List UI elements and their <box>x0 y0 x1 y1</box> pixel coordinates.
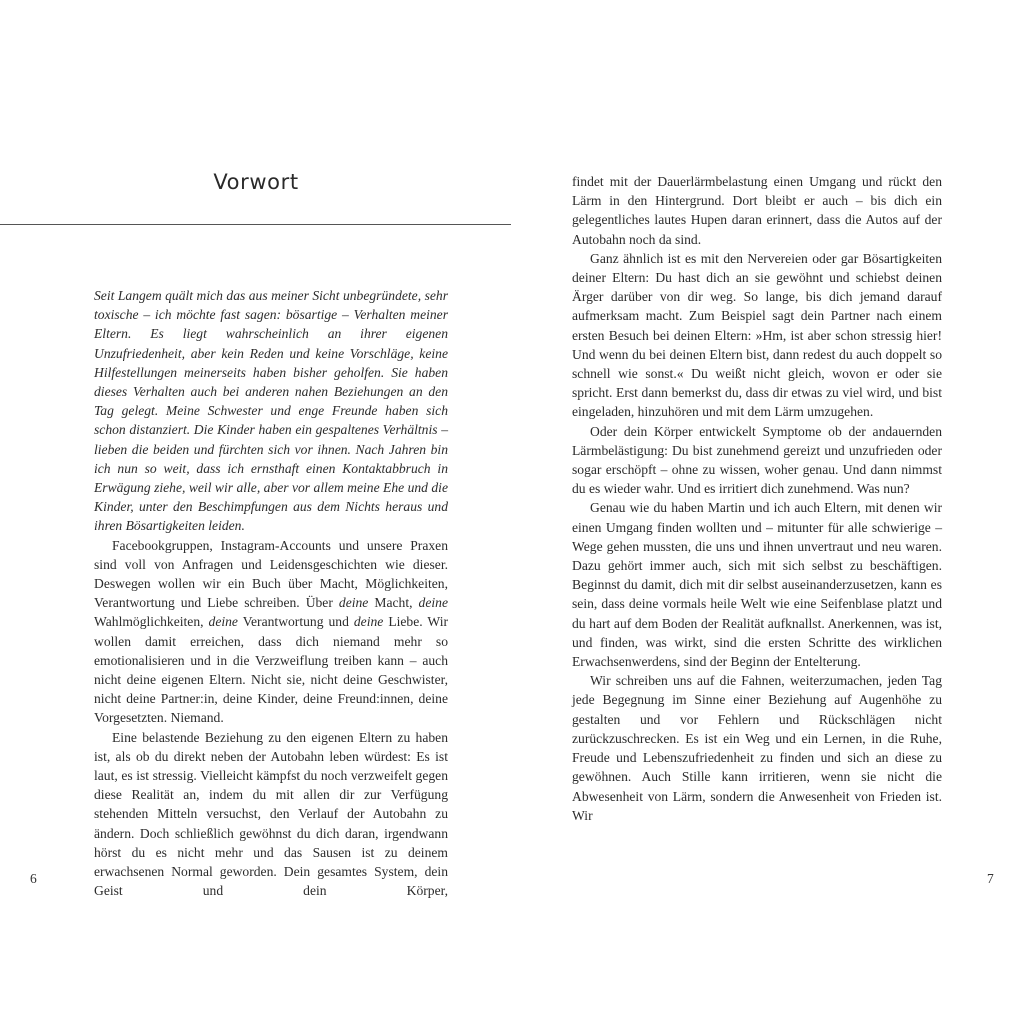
paragraph-2-part-c: Wahlmöglichkeiten, <box>94 614 209 630</box>
intro-quote: Seit Langem quält mich das aus meiner Sicht unbegründete, sehr toxische – ich möchte fast sagen: bösartige – Verhalten meiner Eltern. Es liegt wahrscheinlich an ihrer eigenen Unzufriedenheit, aber kein Reden und keine Vorschläge, keine Hilfestellungen meinerseits haben bisher geholfen. Sie haben dieses Verhalten auch bei anderen nahen Beziehungen an den Tag gelegt. Meine Schwester und enge Freunde haben sich schon distanziert. Die Kinder haben ein gespaltenes Verhältnis – lieben die beiden und fürchten sich vor ihnen. Nach Jahren bin ich nun so weit, dass ich ernsthaft einen Kontaktabbruch in Erwägung ziehe, weil wir alle, aber vor allem meine Ehe und die Kinder, unter den Beschimpfungen aus dem Nichts heraus und ihren Bösartigkeiten leiden. <box>94 288 448 534</box>
paragraph-2-part-b: Macht, <box>368 595 419 611</box>
page-number-left: 6 <box>30 871 37 886</box>
paragraph-2 <box>94 536 448 728</box>
paragraph-2-part-d: Verantwortung und <box>237 614 354 630</box>
right-page-text <box>572 172 942 825</box>
paragraph-3: Eine belastende Beziehung zu den eigenen Eltern zu haben ist, als ob du direkt neben der Autobahn leben würdest: Es ist laut, es ist stressig. Vielleicht kämpfst du noch verzweifelt gegen diese Realität an, indem du mit allen dir zur Verfügung stehenden Mitteln versuchst, den Verlauf der Autobahn zu ändern. Doch schließlich gewöhnst du dich daran, irgendwann hörst du es nicht mehr und das Sausen ist zu deinem erwachsenen Normal geworden. Dein gesamtes System, dein Geist und dein Körper, <box>94 729 448 899</box>
page-number-right: 7 <box>987 871 994 886</box>
left-page-text <box>94 286 448 901</box>
paragraph-continued: findet mit der Dauerlärmbelastung einen Umgang und rückt den Lärm in den Hintergrund. Dort bleibt er auch – bis dich ein gelegentliches lautes Hupen daran erinnert, dass die Autos auf der Autobahn noch da sind. <box>572 174 942 247</box>
paragraph-martin: Genau wie du haben Martin und ich auch Eltern, mit denen wir einen Umgang finden wollten und – mitunter für alle schwierige – Wege gehen mussten, die uns und ihnen unvertraut und neu waren. Dazu gehört immer auch, sich mit sich selbst zu beschäftigen. Beginnst du damit, dich mit dir selbst auseinanderzusetzen, kann es sein, dass deine vormals heile Welt wie eine Seifenblase platzt und du hart auf dem Boden der Realität aufknallst. Anerkennen, was ist, und finden, was wirkt, sind die ersten Schritte des wirklichen Erwachsenwerdens, sind der Beginn der Entelterung. <box>572 500 942 670</box>
paragraph-2-part-a: Facebookgruppen, Instagram-Accounts und unsere Praxen sind voll von Anfragen und Leidensgeschichten wie dieser. Deswegen wollen wir ein Buch über Macht, Möglichkeiten, Verantwortung und Liebe schreiben. Über <box>94 537 448 611</box>
emphasis-deine-1: deine <box>338 595 369 611</box>
emphasis-deine-3: deine <box>208 614 238 630</box>
emphasis-deine-4: deine <box>353 614 384 630</box>
right-page <box>512 0 1024 1024</box>
paragraph-2-part-e: Liebe. Wir wollen damit erreichen, dass dich niemand mehr so emotionalisieren und in die Verzweiflung treiben kann – auch nicht deine eigenen Eltern. Nicht sie, nicht deine Geschwister, nicht deine Partner:in, deine Kinder, deine Freund:innen, deine Vorgesetzten. Niemand. <box>94 614 448 726</box>
paragraph-nervereien: Ganz ähnlich ist es mit den Nervereien oder gar Bösartigkeiten deiner Eltern: Du hast dich an sie gewöhnt und schiebst deinen Ärger darüber von dir weg. So lange, bis dich jemand darauf aufmerksam macht. Zum Beispiel sagt dein Partner nach einem ersten Besuch bei deinen Eltern: »Hm, ist aber schon stressig hier! Und wenn du bei deinen Eltern bist, dann redest du auch doppelt so schnell wie sonst.« Du weißt nicht gleich, wovon er oder sie spricht. Erst dann bemerkst du, dass dir etwas zu viel wird, und bist eingeladen, hinzuhören und mit dem Lärm umzugehen. <box>572 250 942 420</box>
emphasis-deine-2: deine <box>418 595 448 611</box>
title-rule <box>0 224 511 225</box>
paragraph-symptome: Oder dein Körper entwickelt Symptome ob der andauernden Lärmbelästigung: Du bist zunehmend gereizt und unzufrieden oder sogar erschöpft – ohne zu wissen, woher genau. Und dann nimmst du es wieder wahr. Und es irritiert dich zunehmend. Was nun? <box>572 423 942 497</box>
paragraph-fahnen: Wir schreiben uns auf die Fahnen, weiterzumachen, jeden Tag jede Begegnung im Sinne einer Beziehung auf Augenhöhe zu gestalten und vor Fehlern und Rückschlägen nicht zurückzuschrecken. Es ist ein Weg und ein Lernen, in die Ruhe, Freude und Lebenszufriedenheit zu finden und sich an diese zu gewöhnen. Auch Stille kann irritieren, wenn sie nicht die Abwesenheit von Lärm, sondern die Anwesenheit von Frieden ist. Wir <box>572 673 942 823</box>
chapter-title: Vorwort <box>213 170 299 194</box>
